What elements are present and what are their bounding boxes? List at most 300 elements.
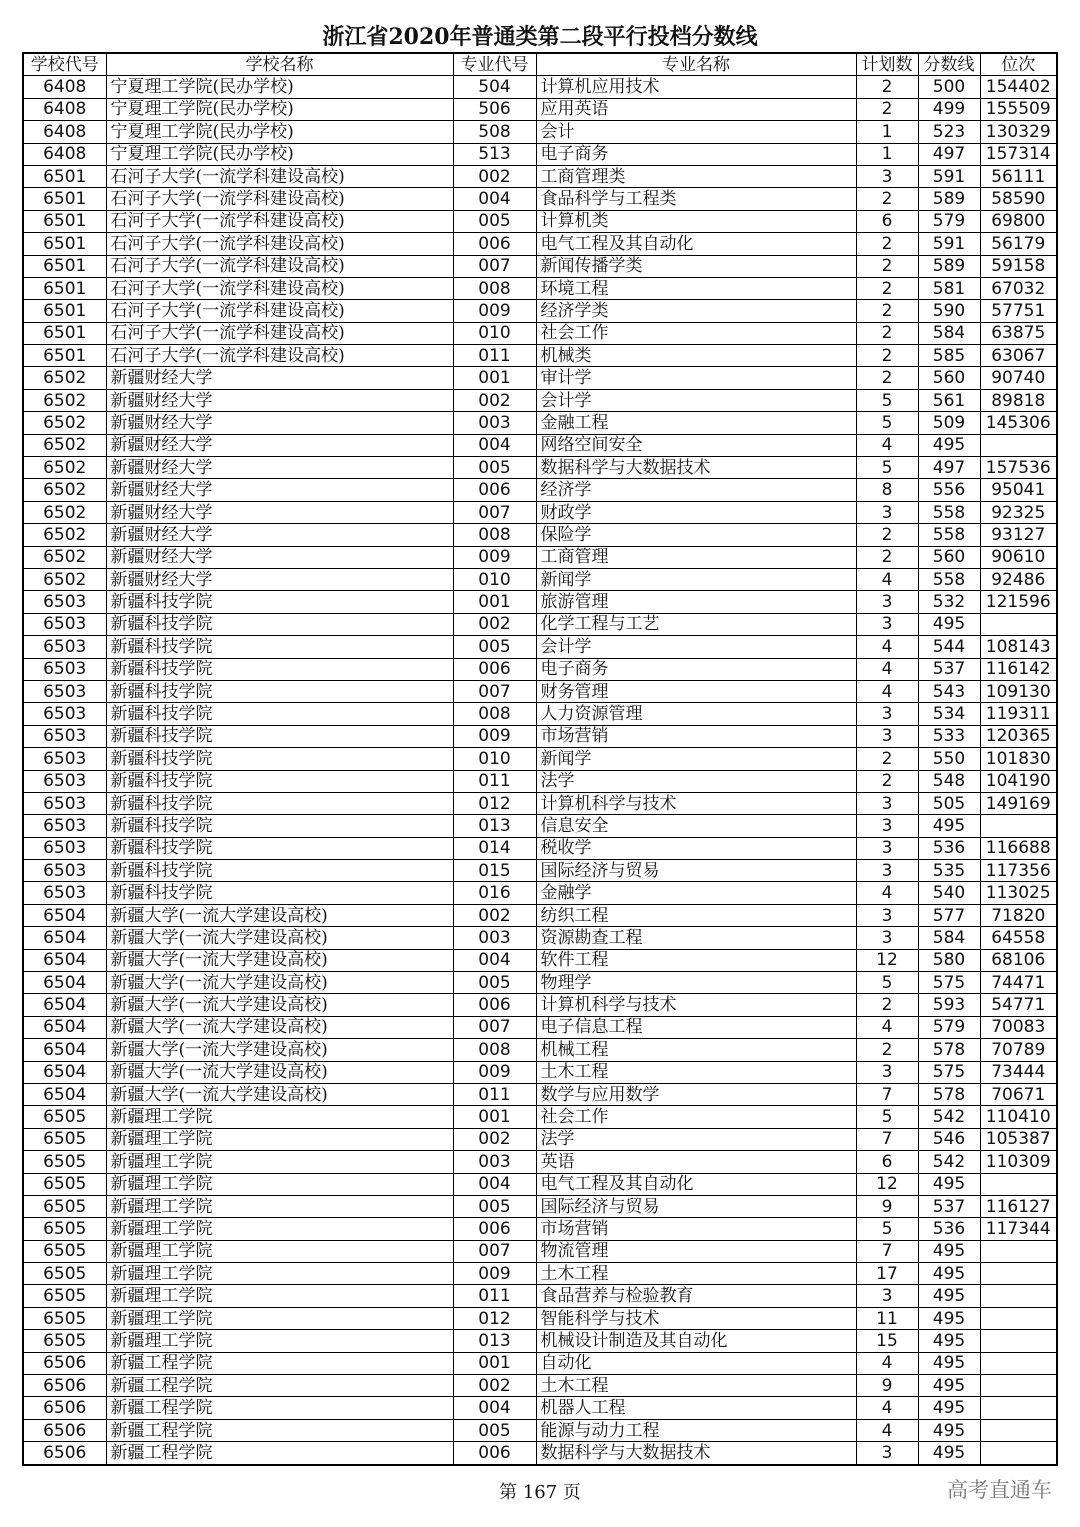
plan-count-cell: 3 xyxy=(856,904,918,926)
school-code-cell: 6504 xyxy=(23,949,106,971)
major-name-cell: 机械设计制造及其自动化 xyxy=(536,1330,856,1352)
plan-count-cell: 3 xyxy=(856,837,918,859)
major-name-cell: 保险学 xyxy=(536,524,856,546)
table-row xyxy=(23,949,1057,971)
school-name-cell: 新疆科技学院 xyxy=(106,748,453,770)
school-name-cell: 新疆工程学院 xyxy=(106,1419,453,1441)
school-name-cell: 新疆理工学院 xyxy=(106,1195,453,1217)
rank-cell xyxy=(980,1442,1057,1465)
table-row xyxy=(23,748,1057,770)
rank-cell: 119311 xyxy=(980,703,1057,725)
table-row xyxy=(23,1307,1057,1329)
school-name-cell: 石河子大学(一流学科建设高校) xyxy=(106,233,453,255)
rank-cell: 104190 xyxy=(980,770,1057,792)
table-row xyxy=(23,1016,1057,1038)
school-code-cell: 6503 xyxy=(23,680,106,702)
school-name-cell: 新疆科技学院 xyxy=(106,703,453,725)
major-code-cell: 001 xyxy=(453,1106,536,1128)
plan-count-cell: 5 xyxy=(856,457,918,479)
header-school-code: 学校代号 xyxy=(23,53,106,76)
major-code-cell: 003 xyxy=(453,1151,536,1173)
school-name-cell: 新疆大学(一流大学建设高校) xyxy=(106,994,453,1016)
school-name-cell: 新疆科技学院 xyxy=(106,770,453,792)
major-code-cell: 007 xyxy=(453,1240,536,1262)
rank-cell: 64558 xyxy=(980,927,1057,949)
plan-count-cell: 4 xyxy=(856,434,918,456)
score-line-cell: 544 xyxy=(918,636,980,658)
school-name-cell: 新疆理工学院 xyxy=(106,1128,453,1150)
school-code-cell: 6503 xyxy=(23,703,106,725)
table-row xyxy=(23,165,1057,187)
rank-cell: 157536 xyxy=(980,457,1057,479)
major-code-cell: 004 xyxy=(453,434,536,456)
score-line-cell: 560 xyxy=(918,367,980,389)
score-line-cell: 505 xyxy=(918,792,980,814)
school-name-cell: 石河子大学(一流学科建设高校) xyxy=(106,188,453,210)
major-code-cell: 012 xyxy=(453,1307,536,1329)
score-line-cell: 499 xyxy=(918,98,980,120)
plan-count-cell: 2 xyxy=(856,300,918,322)
plan-count-cell: 11 xyxy=(856,1307,918,1329)
major-name-cell: 经济学类 xyxy=(536,300,856,322)
score-line-cell: 575 xyxy=(918,1061,980,1083)
score-line-cell: 578 xyxy=(918,1039,980,1061)
rank-cell: 145306 xyxy=(980,412,1057,434)
major-code-cell: 011 xyxy=(453,345,536,367)
score-line-cell: 591 xyxy=(918,233,980,255)
plan-count-cell: 2 xyxy=(856,994,918,1016)
score-line-cell: 579 xyxy=(918,1016,980,1038)
school-code-cell: 6502 xyxy=(23,367,106,389)
table-row xyxy=(23,792,1057,814)
table-row xyxy=(23,1173,1057,1195)
rank-cell xyxy=(980,613,1057,635)
major-code-cell: 006 xyxy=(453,994,536,1016)
plan-count-cell: 7 xyxy=(856,1240,918,1262)
table-row xyxy=(23,568,1057,590)
major-code-cell: 508 xyxy=(453,121,536,143)
score-line-cell: 495 xyxy=(918,1352,980,1374)
score-line-cell: 500 xyxy=(918,76,980,98)
school-code-cell: 6408 xyxy=(23,98,106,120)
school-code-cell: 6502 xyxy=(23,524,106,546)
major-code-cell: 011 xyxy=(453,1083,536,1105)
score-line-cell: 581 xyxy=(918,277,980,299)
major-name-cell: 市场营销 xyxy=(536,1218,856,1240)
table-row xyxy=(23,210,1057,232)
school-code-cell: 6505 xyxy=(23,1285,106,1307)
school-name-cell: 新疆理工学院 xyxy=(106,1263,453,1285)
score-line-cell: 495 xyxy=(918,1240,980,1262)
school-code-cell: 6501 xyxy=(23,233,106,255)
rank-cell: 117356 xyxy=(980,860,1057,882)
school-name-cell: 新疆科技学院 xyxy=(106,725,453,747)
school-name-cell: 新疆财经大学 xyxy=(106,367,453,389)
plan-count-cell: 2 xyxy=(856,345,918,367)
major-name-cell: 计算机科学与技术 xyxy=(536,994,856,1016)
plan-count-cell: 5 xyxy=(856,412,918,434)
score-line-cell: 575 xyxy=(918,972,980,994)
plan-count-cell: 6 xyxy=(856,1151,918,1173)
major-name-cell: 电子商务 xyxy=(536,143,856,165)
plan-count-cell: 3 xyxy=(856,1061,918,1083)
major-code-cell: 006 xyxy=(453,658,536,680)
school-code-cell: 6502 xyxy=(23,568,106,590)
school-code-cell: 6503 xyxy=(23,860,106,882)
major-code-cell: 003 xyxy=(453,412,536,434)
school-code-cell: 6501 xyxy=(23,210,106,232)
plan-count-cell: 2 xyxy=(856,277,918,299)
score-line-cell: 550 xyxy=(918,748,980,770)
major-code-cell: 007 xyxy=(453,680,536,702)
score-line-cell: 542 xyxy=(918,1151,980,1173)
school-code-cell: 6505 xyxy=(23,1128,106,1150)
major-code-cell: 009 xyxy=(453,546,536,568)
major-code-cell: 005 xyxy=(453,210,536,232)
rank-cell: 59158 xyxy=(980,255,1057,277)
score-line-cell: 523 xyxy=(918,121,980,143)
plan-count-cell: 8 xyxy=(856,479,918,501)
school-code-cell: 6502 xyxy=(23,501,106,523)
rank-cell: 68106 xyxy=(980,949,1057,971)
table-row xyxy=(23,143,1057,165)
score-line-cell: 577 xyxy=(918,904,980,926)
school-name-cell: 宁夏理工学院(民办学校) xyxy=(106,98,453,120)
school-code-cell: 6502 xyxy=(23,412,106,434)
plan-count-cell: 5 xyxy=(856,972,918,994)
school-code-cell: 6503 xyxy=(23,770,106,792)
major-name-cell: 法学 xyxy=(536,770,856,792)
plan-count-cell: 3 xyxy=(856,725,918,747)
score-line-cell: 495 xyxy=(918,1330,980,1352)
school-name-cell: 新疆科技学院 xyxy=(106,591,453,613)
table-row xyxy=(23,994,1057,1016)
score-line-cell: 580 xyxy=(918,949,980,971)
major-name-cell: 工商管理类 xyxy=(536,165,856,187)
major-name-cell: 法学 xyxy=(536,1128,856,1150)
school-code-cell: 6502 xyxy=(23,479,106,501)
major-name-cell: 物理学 xyxy=(536,972,856,994)
major-code-cell: 007 xyxy=(453,501,536,523)
rank-cell: 90740 xyxy=(980,367,1057,389)
table-row xyxy=(23,1218,1057,1240)
table-row xyxy=(23,345,1057,367)
plan-count-cell: 4 xyxy=(856,1352,918,1374)
header-school-name: 学校名称 xyxy=(106,53,453,76)
major-name-cell: 应用英语 xyxy=(536,98,856,120)
major-name-cell: 食品科学与工程类 xyxy=(536,188,856,210)
score-line-cell: 542 xyxy=(918,1106,980,1128)
rank-cell: 93127 xyxy=(980,524,1057,546)
major-name-cell: 计算机科学与技术 xyxy=(536,792,856,814)
plan-count-cell: 2 xyxy=(856,367,918,389)
header-major-code: 专业代号 xyxy=(453,53,536,76)
major-name-cell: 新闻学 xyxy=(536,748,856,770)
major-code-cell: 004 xyxy=(453,1173,536,1195)
score-line-cell: 537 xyxy=(918,1195,980,1217)
table-row xyxy=(23,725,1057,747)
major-code-cell: 011 xyxy=(453,770,536,792)
school-name-cell: 新疆理工学院 xyxy=(106,1151,453,1173)
school-code-cell: 6501 xyxy=(23,255,106,277)
score-line-cell: 578 xyxy=(918,1083,980,1105)
plan-count-cell: 5 xyxy=(856,1218,918,1240)
rank-cell: 92325 xyxy=(980,501,1057,523)
school-name-cell: 新疆工程学院 xyxy=(106,1375,453,1397)
rank-cell: 101830 xyxy=(980,748,1057,770)
admission-score-table xyxy=(22,52,1058,1466)
plan-count-cell: 4 xyxy=(856,658,918,680)
rank-cell: 57751 xyxy=(980,300,1057,322)
rank-cell xyxy=(980,1173,1057,1195)
major-name-cell: 土木工程 xyxy=(536,1375,856,1397)
school-code-cell: 6501 xyxy=(23,165,106,187)
major-name-cell: 工商管理 xyxy=(536,546,856,568)
rank-cell: 54771 xyxy=(980,994,1057,1016)
major-name-cell: 机械工程 xyxy=(536,1039,856,1061)
score-line-cell: 585 xyxy=(918,345,980,367)
plan-count-cell: 9 xyxy=(856,1375,918,1397)
school-code-cell: 6503 xyxy=(23,636,106,658)
school-name-cell: 新疆理工学院 xyxy=(106,1106,453,1128)
major-code-cell: 002 xyxy=(453,1375,536,1397)
school-code-cell: 6408 xyxy=(23,121,106,143)
major-code-cell: 002 xyxy=(453,904,536,926)
major-code-cell: 002 xyxy=(453,1128,536,1150)
school-name-cell: 宁夏理工学院(民办学校) xyxy=(106,143,453,165)
table-row xyxy=(23,501,1057,523)
plan-count-cell: 3 xyxy=(856,703,918,725)
score-line-cell: 495 xyxy=(918,1285,980,1307)
school-name-cell: 石河子大学(一流学科建设高校) xyxy=(106,300,453,322)
major-code-cell: 001 xyxy=(453,591,536,613)
table-row xyxy=(23,658,1057,680)
major-name-cell: 机械类 xyxy=(536,345,856,367)
table-row xyxy=(23,389,1057,411)
major-code-cell: 008 xyxy=(453,703,536,725)
major-name-cell: 物流管理 xyxy=(536,1240,856,1262)
table-row xyxy=(23,770,1057,792)
table-row xyxy=(23,1285,1057,1307)
major-code-cell: 005 xyxy=(453,636,536,658)
table-row xyxy=(23,613,1057,635)
rank-cell: 155509 xyxy=(980,98,1057,120)
major-code-cell: 010 xyxy=(453,322,536,344)
rank-cell: 70083 xyxy=(980,1016,1057,1038)
plan-count-cell: 4 xyxy=(856,882,918,904)
major-name-cell: 机器人工程 xyxy=(536,1397,856,1419)
table-row xyxy=(23,1106,1057,1128)
school-code-cell: 6506 xyxy=(23,1352,106,1374)
plan-count-cell: 7 xyxy=(856,1128,918,1150)
school-code-cell: 6506 xyxy=(23,1442,106,1465)
major-name-cell: 会计学 xyxy=(536,389,856,411)
major-name-cell: 英语 xyxy=(536,1151,856,1173)
school-name-cell: 新疆大学(一流大学建设高校) xyxy=(106,949,453,971)
school-code-cell: 6408 xyxy=(23,143,106,165)
major-code-cell: 009 xyxy=(453,725,536,747)
major-code-cell: 005 xyxy=(453,457,536,479)
major-code-cell: 005 xyxy=(453,972,536,994)
school-code-cell: 6503 xyxy=(23,658,106,680)
school-name-cell: 新疆科技学院 xyxy=(106,837,453,859)
rank-cell: 95041 xyxy=(980,479,1057,501)
school-code-cell: 6502 xyxy=(23,434,106,456)
score-line-cell: 584 xyxy=(918,322,980,344)
school-name-cell: 石河子大学(一流学科建设高校) xyxy=(106,345,453,367)
table-row xyxy=(23,524,1057,546)
rank-cell: 116142 xyxy=(980,658,1057,680)
plan-count-cell: 1 xyxy=(856,143,918,165)
table-row xyxy=(23,1151,1057,1173)
major-code-cell: 011 xyxy=(453,1285,536,1307)
rank-cell: 157314 xyxy=(980,143,1057,165)
school-name-cell: 新疆大学(一流大学建设高校) xyxy=(106,927,453,949)
school-code-cell: 6506 xyxy=(23,1397,106,1419)
header-plan-count: 计划数 xyxy=(856,53,918,76)
score-line-cell: 556 xyxy=(918,479,980,501)
rank-cell: 70789 xyxy=(980,1039,1057,1061)
major-code-cell: 005 xyxy=(453,1195,536,1217)
rank-cell: 89818 xyxy=(980,389,1057,411)
school-code-cell: 6506 xyxy=(23,1375,106,1397)
score-line-cell: 593 xyxy=(918,994,980,1016)
table-row xyxy=(23,860,1057,882)
school-name-cell: 新疆理工学院 xyxy=(106,1173,453,1195)
school-name-cell: 宁夏理工学院(民办学校) xyxy=(106,121,453,143)
plan-count-cell: 5 xyxy=(856,1106,918,1128)
school-code-cell: 6505 xyxy=(23,1106,106,1128)
score-line-cell: 495 xyxy=(918,434,980,456)
table-row xyxy=(23,636,1057,658)
table-row xyxy=(23,837,1057,859)
school-code-cell: 6504 xyxy=(23,1016,106,1038)
plan-count-cell: 4 xyxy=(856,1397,918,1419)
plan-count-cell: 7 xyxy=(856,1083,918,1105)
table-row xyxy=(23,1240,1057,1262)
school-name-cell: 新疆科技学院 xyxy=(106,792,453,814)
school-code-cell: 6504 xyxy=(23,1061,106,1083)
table-body xyxy=(23,76,1057,1465)
major-code-cell: 009 xyxy=(453,1263,536,1285)
score-line-cell: 495 xyxy=(918,1173,980,1195)
major-name-cell: 会计学 xyxy=(536,636,856,658)
major-code-cell: 002 xyxy=(453,613,536,635)
major-name-cell: 土木工程 xyxy=(536,1263,856,1285)
score-line-cell: 590 xyxy=(918,300,980,322)
school-name-cell: 新疆理工学院 xyxy=(106,1218,453,1240)
major-code-cell: 001 xyxy=(453,1352,536,1374)
major-code-cell: 010 xyxy=(453,568,536,590)
school-code-cell: 6505 xyxy=(23,1151,106,1173)
rank-cell: 116127 xyxy=(980,1195,1057,1217)
table-row xyxy=(23,1195,1057,1217)
table-row xyxy=(23,1061,1057,1083)
plan-count-cell: 1 xyxy=(856,121,918,143)
school-code-cell: 6501 xyxy=(23,345,106,367)
rank-cell: 70671 xyxy=(980,1083,1057,1105)
plan-count-cell: 4 xyxy=(856,1016,918,1038)
school-name-cell: 新疆科技学院 xyxy=(106,860,453,882)
plan-count-cell: 5 xyxy=(856,389,918,411)
rank-cell: 92486 xyxy=(980,568,1057,590)
score-line-cell: 589 xyxy=(918,188,980,210)
table-row xyxy=(23,121,1057,143)
school-name-cell: 石河子大学(一流学科建设高校) xyxy=(106,277,453,299)
major-code-cell: 008 xyxy=(453,277,536,299)
rank-cell xyxy=(980,1307,1057,1329)
major-name-cell: 软件工程 xyxy=(536,949,856,971)
score-line-cell: 495 xyxy=(918,1442,980,1465)
score-line-cell: 543 xyxy=(918,680,980,702)
table-row xyxy=(23,233,1057,255)
school-name-cell: 新疆财经大学 xyxy=(106,457,453,479)
school-name-cell: 石河子大学(一流学科建设高校) xyxy=(106,165,453,187)
table-row xyxy=(23,546,1057,568)
school-code-cell: 6505 xyxy=(23,1218,106,1240)
rank-cell xyxy=(980,1285,1057,1307)
score-line-cell: 495 xyxy=(918,1397,980,1419)
plan-count-cell: 2 xyxy=(856,524,918,546)
major-code-cell: 008 xyxy=(453,1039,536,1061)
score-line-cell: 540 xyxy=(918,882,980,904)
score-line-cell: 536 xyxy=(918,837,980,859)
major-code-cell: 002 xyxy=(453,389,536,411)
plan-count-cell: 12 xyxy=(856,1173,918,1195)
major-name-cell: 数学与应用数学 xyxy=(536,1083,856,1105)
major-name-cell: 环境工程 xyxy=(536,277,856,299)
school-name-cell: 新疆大学(一流大学建设高校) xyxy=(106,1016,453,1038)
school-name-cell: 新疆理工学院 xyxy=(106,1330,453,1352)
score-line-cell: 534 xyxy=(918,703,980,725)
plan-count-cell: 2 xyxy=(856,76,918,98)
major-name-cell: 税收学 xyxy=(536,837,856,859)
major-name-cell: 金融工程 xyxy=(536,412,856,434)
score-line-cell: 558 xyxy=(918,568,980,590)
major-code-cell: 504 xyxy=(453,76,536,98)
major-code-cell: 014 xyxy=(453,837,536,859)
plan-count-cell: 2 xyxy=(856,98,918,120)
school-code-cell: 6505 xyxy=(23,1263,106,1285)
major-code-cell: 007 xyxy=(453,255,536,277)
major-name-cell: 市场营销 xyxy=(536,725,856,747)
school-code-cell: 6501 xyxy=(23,188,106,210)
school-name-cell: 新疆科技学院 xyxy=(106,636,453,658)
major-name-cell: 国际经济与贸易 xyxy=(536,1195,856,1217)
table-row xyxy=(23,1039,1057,1061)
plan-count-cell: 3 xyxy=(856,501,918,523)
plan-count-cell: 4 xyxy=(856,636,918,658)
plan-count-cell: 12 xyxy=(856,949,918,971)
header-score-line: 分数线 xyxy=(918,53,980,76)
score-line-cell: 584 xyxy=(918,927,980,949)
school-name-cell: 石河子大学(一流学科建设高校) xyxy=(106,322,453,344)
rank-cell xyxy=(980,1375,1057,1397)
rank-cell: 56111 xyxy=(980,165,1057,187)
rank-cell: 116688 xyxy=(980,837,1057,859)
school-name-cell: 新疆工程学院 xyxy=(106,1352,453,1374)
school-code-cell: 6501 xyxy=(23,322,106,344)
plan-count-cell: 2 xyxy=(856,1039,918,1061)
rank-cell: 149169 xyxy=(980,792,1057,814)
major-name-cell: 计算机类 xyxy=(536,210,856,232)
major-name-cell: 社会工作 xyxy=(536,1106,856,1128)
plan-count-cell: 17 xyxy=(856,1263,918,1285)
score-line-cell: 537 xyxy=(918,658,980,680)
major-name-cell: 电气工程及其自动化 xyxy=(536,233,856,255)
major-code-cell: 004 xyxy=(453,949,536,971)
school-code-cell: 6504 xyxy=(23,1083,106,1105)
